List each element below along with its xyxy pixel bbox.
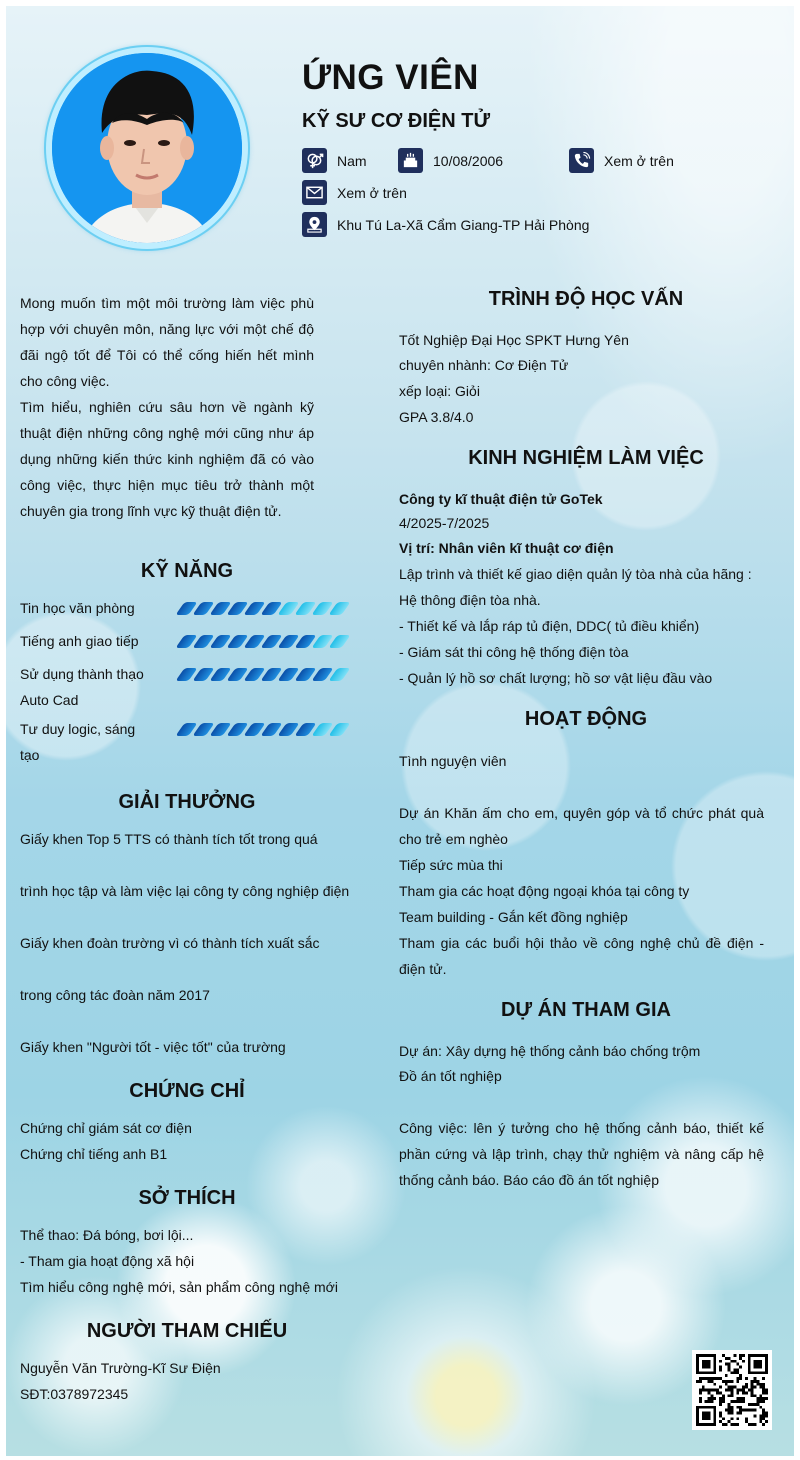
hobbies-title: SỞ THÍCH [138, 1187, 236, 1209]
envelope-icon [302, 180, 327, 205]
experience-line: - Quản lý hồ sơ chất lượng; hồ sơ vật liệu đầu vào [399, 670, 713, 686]
avatar [52, 53, 242, 243]
activities-title: HOẠT ĐỘNG [524, 708, 648, 730]
hobby-line: Tìm hiểu công nghệ mới, sản phẩm công nghệ mới [20, 1279, 338, 1295]
award-line: trình học tập và làm việc lại công ty công nghiệp điện [20, 883, 350, 899]
experience-line: Hệ thông điện tòa nhà. [399, 592, 541, 608]
education-line: xếp loại: Giỏi [399, 383, 480, 399]
company-name: Công ty kĩ thuật điện tử GoTek [399, 491, 603, 507]
avatar-frame [46, 47, 248, 249]
skill-bar [180, 723, 350, 736]
phone-info [569, 148, 674, 173]
phone-icon [569, 148, 594, 173]
qr-code [692, 1350, 772, 1430]
address-info [302, 212, 589, 237]
references-title: NGƯỜI THAM CHIẾU [86, 1320, 288, 1342]
address-value: Khu Tú La-Xã Cẩm Giang-TP Hải Phòng [337, 216, 590, 233]
certificates-title: CHỨNG CHỈ [129, 1080, 245, 1102]
experience-title: KINH NGHIỆM LÀM VIỆC [468, 447, 704, 469]
activity-line: Tham gia các hoạt động ngoại khóa tại công ty [399, 883, 690, 899]
skill-label: Sử dụng thành thạo Auto Cad [20, 666, 144, 708]
project-type: Đồ án tốt nghiệp [399, 1068, 502, 1084]
activity-line: Team building - Gắn kết đồng nghiệp [399, 909, 628, 925]
dob-info [398, 148, 503, 173]
award-line: Giấy khen đoàn trường vì có thành tích xuất sắc [20, 935, 320, 951]
activity-role: Tình nguyện viên [399, 753, 507, 769]
email-value: Xem ở trên [337, 184, 407, 201]
birthday-cake-icon [398, 148, 423, 173]
skill-bar [180, 635, 350, 648]
map-pin-icon [302, 212, 327, 237]
education-line: GPA 3.8/4.0 [399, 409, 474, 425]
hobby-line: - Tham gia hoạt động xã hội [20, 1253, 195, 1269]
award-line: trong công tác đoàn năm 2017 [20, 987, 210, 1003]
education-title: TRÌNH ĐỘ HỌC VẤN [488, 288, 684, 310]
cv-page [6, 6, 794, 1456]
reference-line: SĐT:0378972345 [20, 1386, 129, 1402]
skill-label: Tin học văn phòng [20, 600, 135, 616]
work-position: Vị trí: Nhân viên kĩ thuật cơ điện [399, 540, 614, 556]
experience-line: - Giám sát thi công hệ thống điện tòa [399, 644, 629, 660]
experience-line: - Thiết kế và lắp ráp tủ điện, DDC( tủ điều khiển) [399, 618, 700, 634]
certificate-line: Chứng chỉ tiếng anh B1 [20, 1146, 168, 1162]
work-period: 4/2025-7/2025 [399, 515, 490, 531]
objective-paragraph: Mong muốn tìm một môi trường làm việc phù hợp với chuyên môn, năng lực với một chế độ đãi ngộ tốt để Tôi có thể cống hiến hết mình cho công việc. [20, 295, 314, 389]
skill-label: Tiếng anh giao tiếp [20, 633, 139, 649]
certificate-line: Chứng chỉ giám sát cơ điện [20, 1120, 192, 1136]
skill-bar [180, 668, 350, 681]
award-line: Giấy khen Top 5 TTS có thành tích tốt trong quá [20, 831, 318, 847]
hobby-line: Thể thao: Đá bóng, bơi lội... [20, 1227, 194, 1243]
award-line: Giấy khen "Người tốt - việc tốt" của trường [20, 1039, 286, 1055]
candidate-name: ỨNG VIÊN [302, 58, 479, 97]
objective-paragraph: Tìm hiểu, nghiên cứu sâu hơn về ngành kỹ thuật điện những công nghệ mới cũng như áp dụng những kiến thức kinh nghiệm đã có vào công việc, thực hiện mục tiêu trở thành một chuyên gia trong lĩnh vực kỹ thuật điện tử. [20, 399, 314, 519]
gender-info [302, 148, 367, 173]
education-line: chuyên nhành: Cơ Điện Tử [399, 357, 569, 373]
dob-value: 10/08/2006 [433, 152, 504, 169]
skill-label: Tư duy logic, sáng tạo [20, 721, 136, 763]
awards-title: GIẢI THƯỞNG [118, 791, 256, 813]
project-name: Dự án: Xây dựng hệ thống cảnh báo chống trộm [399, 1043, 701, 1059]
project-desc: Công việc: lên ý tưởng cho hệ thống cảnh báo, thiết kế phần cứng và lập trình, chạy thử nghiệm và nâng cấp hệ thống cảnh báo. Báo cáo đồ án tốt nghiệp [399, 1120, 764, 1188]
projects-title: DỰ ÁN THAM GIA [501, 999, 671, 1021]
skills-title: KỸ NĂNG [140, 560, 234, 582]
experience-line: Lập trình và thiết kế giao diện quản lý tòa nhà của hãng : [399, 566, 752, 582]
skill-bar [180, 602, 350, 615]
education-line: Tốt Nghiệp Đại Học SPKT Hưng Yên [399, 332, 629, 348]
activity-line: Tiếp sức mùa thi [399, 857, 503, 873]
job-title: KỸ SƯ CƠ ĐIỆN TỬ [302, 110, 491, 132]
activity-desc: Dự án Khăn ấm cho em, quyên góp và tổ chức phát quà cho trẻ em nghèo [399, 805, 764, 847]
gender-value: Nam [337, 152, 367, 169]
email-info [302, 180, 407, 205]
gender-icon [302, 148, 327, 173]
activity-desc: Tham gia các buổi hội thảo về công nghệ chủ đề điện - điện tử. [399, 935, 764, 977]
phone-value: Xem ở trên [604, 152, 674, 169]
objective-section [20, 290, 314, 524]
reference-line: Nguyễn Văn Trường-Kĩ Sư Điện [20, 1360, 221, 1376]
